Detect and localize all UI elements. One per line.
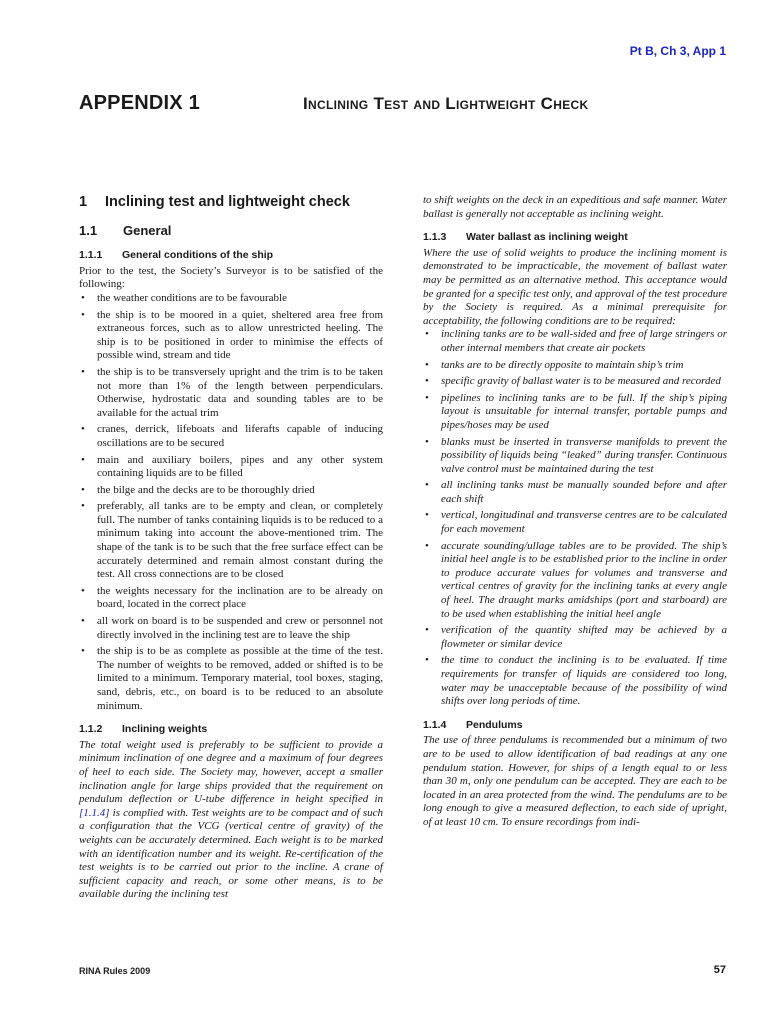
list-item: • preferably, all tanks are to be empty and clean, or completely full. The number of tanks containing liquids is to be reduced to a minimum taking into account the above-mentioned trim. The shape of the tank is to be such that the free surface effect can be accurately determined and remain almost constant during the test. All cross connections are to be closed [79,500,383,582]
clause-title: Inclining weights [122,723,208,736]
list-item: • the bilge and the decks are to be thoroughly dried [79,484,383,498]
subsection-title: General [123,222,172,238]
clause-text: is complied with. Test weights are to be compact and of such a configuration that the VCG (vertical centre of gravity) of the weights can be accurately determined. Each weight is to be marked with an identification number and its weight. Re-certification of the test weights is to be carried out prior to the incline. A crane of sufficient capacity and reach, or some other means, is to be available during the inclining test [79,806,383,901]
list-item: • inclining tanks are to be wall-sided and free of large stringers or other internal members that create air pockets [423,328,727,355]
section-reference: Pt B, Ch 3, App 1 [629,44,726,58]
list-item: • pipelines to inclining tanks are to be full. If the ship’s piping layout is unsuitable for internal transfer, portable pumps and pipes/hoses may be used [423,392,727,433]
list-item: • blanks must be inserted in transverse manifolds to prevent the possibility of liquids being “leaked” during transfer. Continuous valve control must be maintained during the test [423,436,727,477]
clause-heading-1-1-4 [423,719,727,733]
section-number: 1 [79,194,88,210]
clause-intro: Prior to the test, the Society’s Surveyor is to be satisfied of the following: [79,264,383,291]
right-column [423,194,727,830]
subsection-number: 1.1 [79,222,98,238]
clause-title: General conditions of the ship [122,249,274,262]
list-item: • vertical, longitudinal and transverse centres are to be calculated for each movement [423,509,727,536]
appendix-title: Inclining Test and Lightweight Check [303,94,589,113]
clause-number: 1.1.1 [79,249,103,262]
list-item: • all work on board is to be suspended and crew or personnel not directly involved in the inclining test are to leave the ship [79,615,383,642]
clause-number: 1.1.4 [423,718,447,731]
clause-body: The use of three pendulums is recommended but a minimum of two are to be used to allow identification of bad readings at any one pendulum station. However, for ships of a length equal to or less than 30 m, only one pendulum can be accepted. They are each to be located in an area protected from the wind. The pendulums are to be long enough to give a measured deflection, to each side of upright, of at least 10 cm. To ensure recordings from indi- [423,734,727,828]
list-item: • verification of the quantity shifted may be achieved by a flowmeter or similar device [423,624,727,651]
clause-title: Pendulums [466,718,523,731]
clause-number: 1.1.2 [79,723,103,736]
section-heading [79,196,383,210]
subsection-heading [79,224,383,238]
list-item: • cranes, derrick, lifeboats and liferafts capable of inducing oscillations are to be secured [79,423,383,450]
list-item: • the ship is to be moored in a quiet, sheltered area free from extraneous forces, such as to allow unrestricted heeling. The ship is to be positioned in order to minimise the effects of possible wind, stream and tide [79,309,383,363]
clause-heading-1-1-2 [79,723,383,737]
clause-heading-1-1-1 [79,249,383,263]
list-item: • the weather conditions are to be favourable [79,292,383,306]
list-item: • all inclining tanks must be manually sounded before and after each shift [423,479,727,506]
section-title: Inclining test and lightweight check [105,194,350,210]
clause-intro: Where the use of solid weights to produce the inclining moment is demonstrated to be impracticable, the movement of ballast water may be permitted as an alternative method. This acceptance would be granted for a specific test only, and approval of the test procedure by the Society is required. As a minimal prerequisite for acceptability, the following conditions are to be required: [423,246,727,327]
appendix-label: APPENDIX 1 [79,92,200,114]
page-number: 57 [713,964,726,976]
footer-publication: RINA Rules 2009 [79,966,151,976]
list-item: • the ship is to be transversely upright and the trim is to be taken not more than 1% of the length between perpendiculars. Otherwise, hydrostatic data and sounding tables are to be available for the actual trim [79,366,383,420]
list-item: • specific gravity of ballast water is to be measured and recorded [423,375,727,389]
clause-title: Water ballast as inclining weight [466,231,628,244]
list-item: • accurate sounding/ullage tables are to be provided. The ship’s initial heel angle is to be established prior to the incline in order to produce accurate values for volumes and transverse and vertical centres of gravity for the inclining tanks at every angle of heel. The draught marks amidships (port and starboard) are to be used when establishing the initial heel angle [423,540,727,622]
clause-body [79,739,383,902]
conditions-list [79,292,383,713]
list-item: • main and auxiliary boilers, pipes and any other system containing liquids are to be filled [79,454,383,481]
list-item: • the weights necessary for the inclination are to be already on board, located in the correct place [79,585,383,612]
list-item: • the ship is to be as complete as possible at the time of the test. The number of weights to be removed, added or shifted is to be limited to a minimum. Temporary material, tool boxes, staging, sand, debris, etc., on board is to be reduced to an absolute minimum. [79,645,383,713]
list-item: • tanks are to be directly opposite to maintain ship’s trim [423,359,727,373]
clause-text: The total weight used is preferably to be sufficient to provide a minimum inclination of one degree and a maximum of four degrees of heel to each side. The Society may, however, accept a smaller inclination angle for large ships provided that the requirement on pendulum deflection or U-tube difference in height specified in [79,738,383,806]
left-column [79,194,383,902]
clause-heading-1-1-3 [423,231,727,245]
cross-reference-link[interactable]: [1.1.4] [79,806,110,819]
clause-number: 1.1.3 [423,231,447,244]
list-item: • the time to conduct the inclining is to be evaluated. If time requirements for transfer of liquids are considered too long, water may be unacceptable because of the possibility of wind shifts over long periods of time. [423,654,727,708]
continued-text: to shift weights on the deck in an expeditious and safe manner. Water ballast is generally not acceptable as inclining weight. [423,194,727,220]
conditions-list [423,328,727,708]
